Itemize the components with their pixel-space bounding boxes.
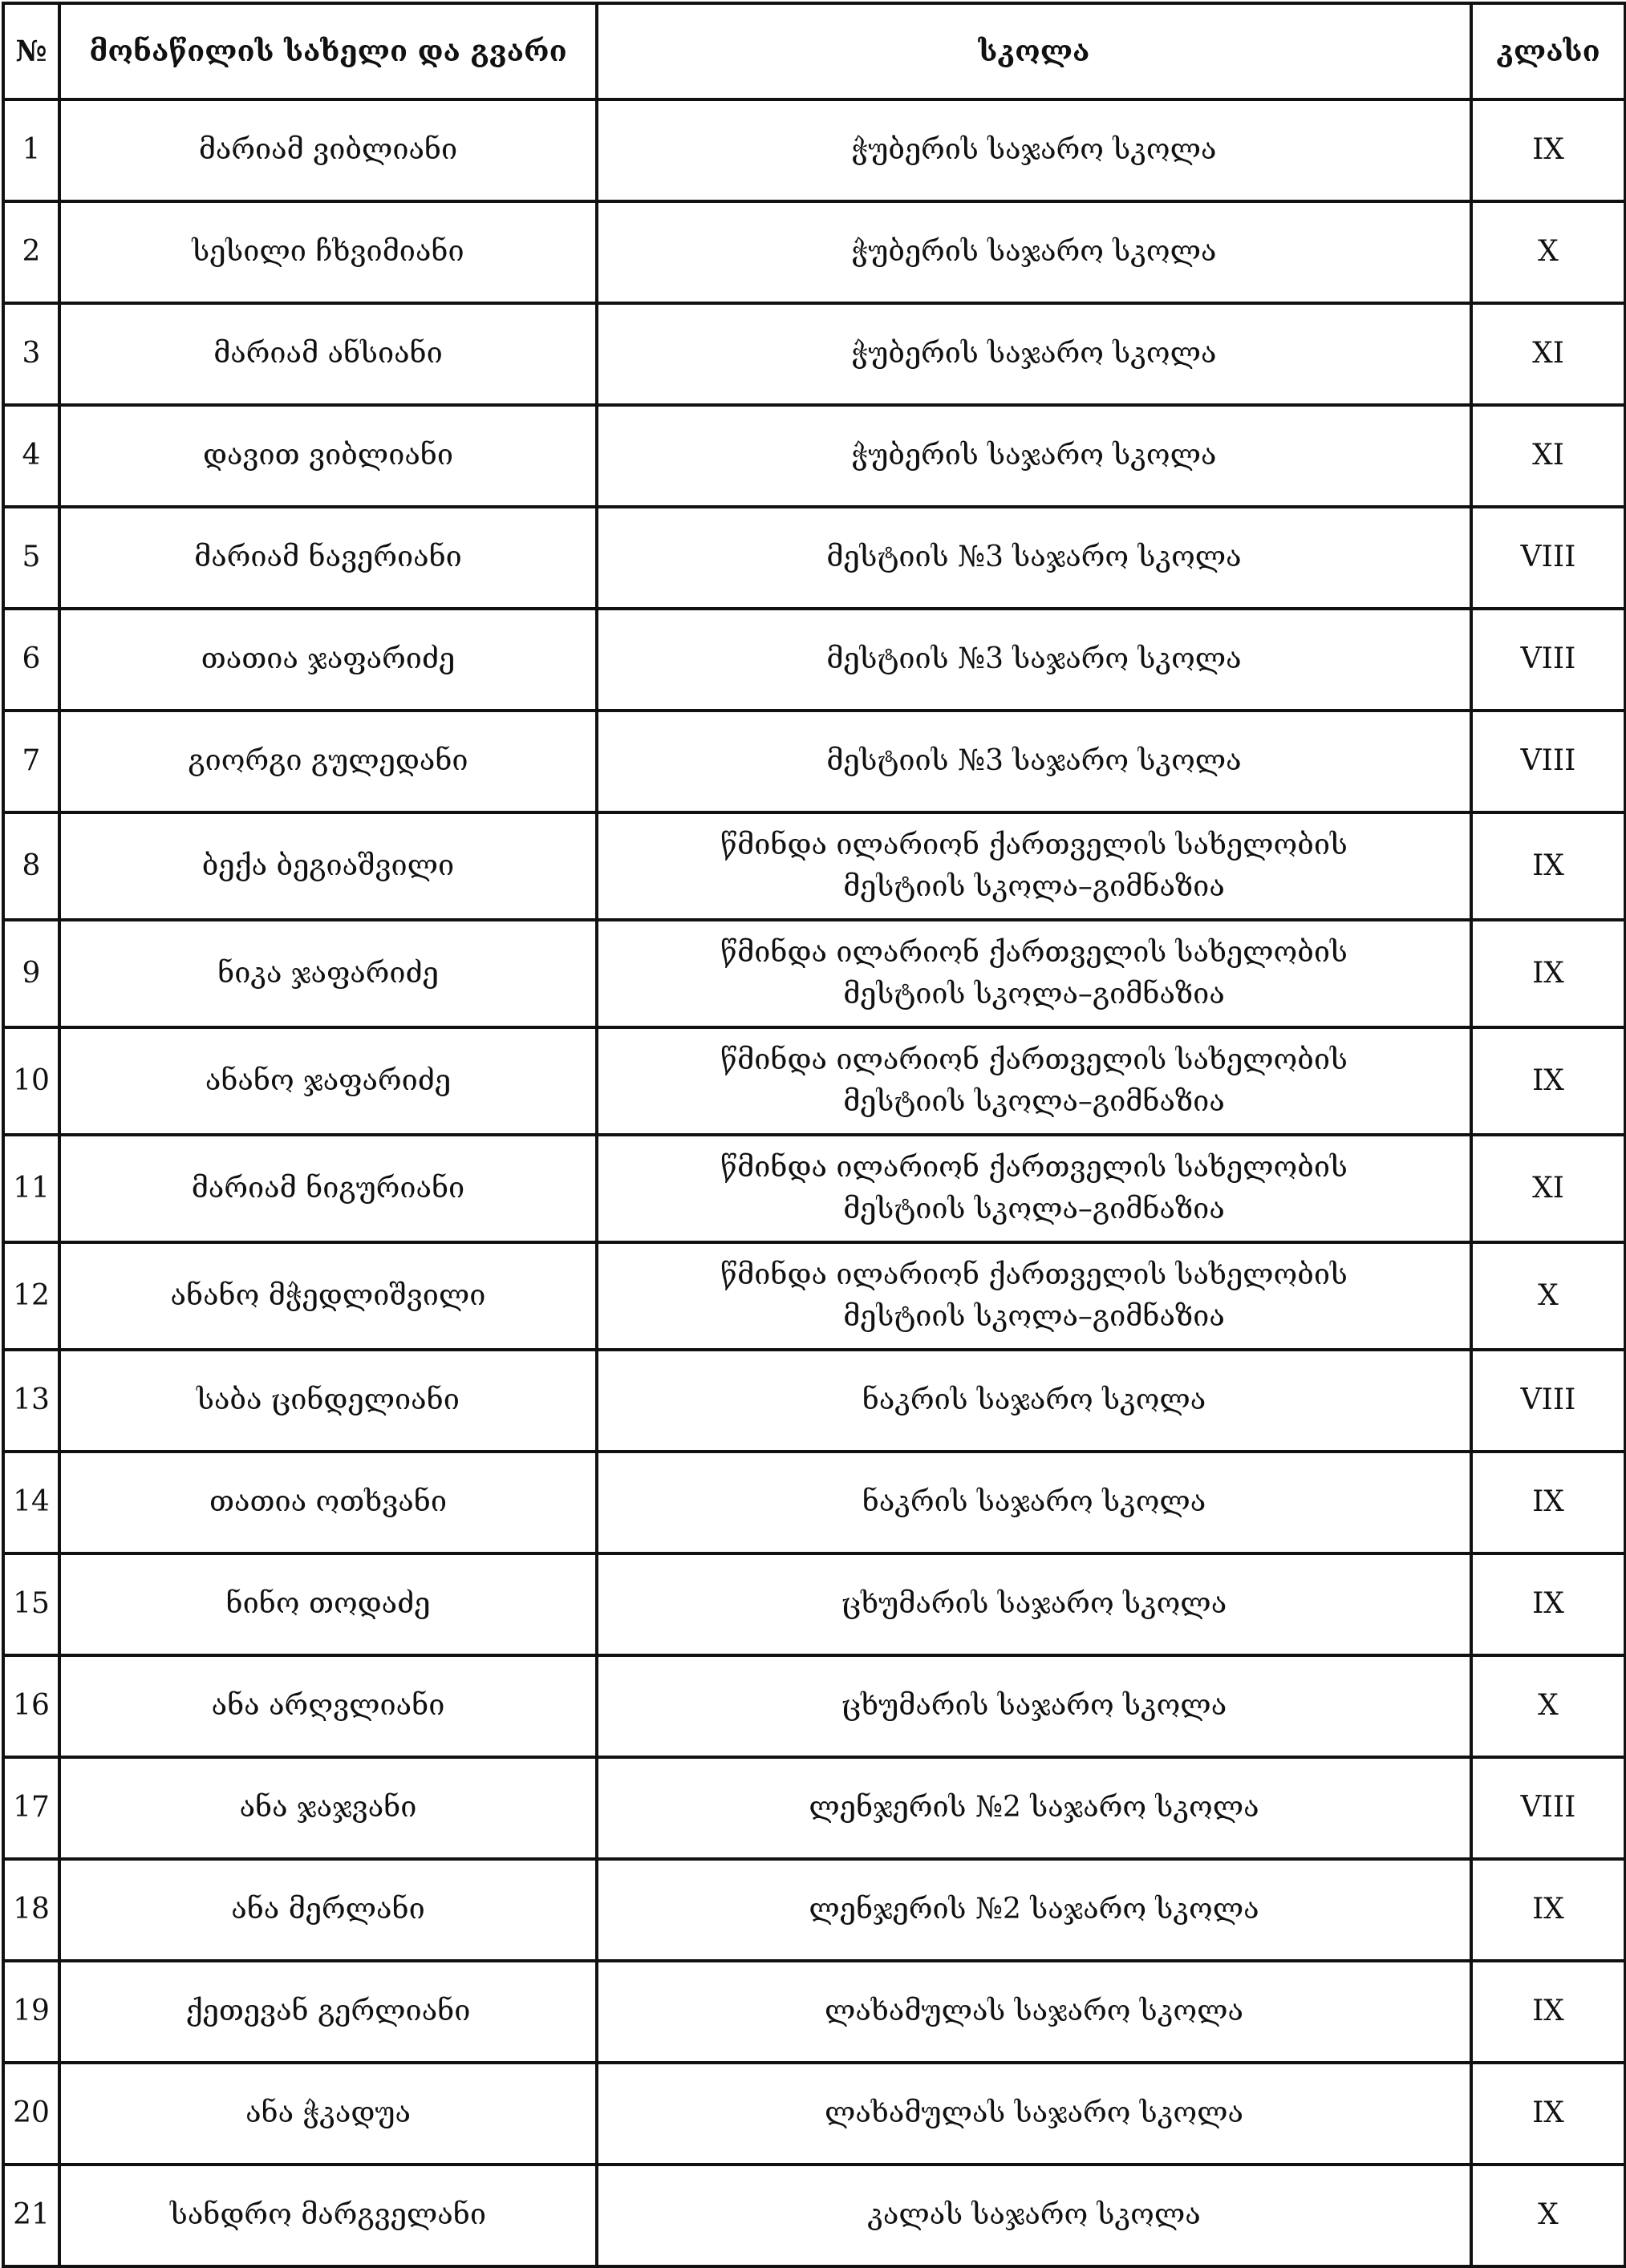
school-name-line: ლახამულას საჯარო სკოლა: [825, 1995, 1243, 2028]
table-row: [3, 1135, 1625, 1242]
participant-name: სესილი ჩხვიმიანი: [59, 201, 597, 303]
school-name-line: კალას საჯარო სკოლა: [867, 2198, 1201, 2232]
school-name: [597, 1452, 1471, 1553]
class-grade: IX: [1471, 1859, 1625, 1961]
class-grade: IX: [1471, 920, 1625, 1027]
participant-name: სანდრო მარგველანი: [59, 2165, 597, 2266]
table-row: [3, 1859, 1625, 1961]
table-row: [3, 303, 1625, 405]
school-name: [597, 2063, 1471, 2165]
school-name: [597, 1757, 1471, 1859]
class-grade: X: [1471, 201, 1625, 303]
class-grade: X: [1471, 1655, 1625, 1757]
row-number: 16: [3, 1655, 59, 1757]
row-number: 8: [3, 812, 59, 920]
row-number: 15: [3, 1553, 59, 1655]
school-name-line: ლახამულას საჯარო სკოლა: [825, 2096, 1243, 2130]
class-grade: IX: [1471, 1961, 1625, 2063]
class-grade: XI: [1471, 1135, 1625, 1242]
participant-name: ბექა ბეგიაშვილი: [59, 812, 597, 920]
row-number: 21: [3, 2165, 59, 2266]
table-row: [3, 2063, 1625, 2165]
table-row: [3, 201, 1625, 303]
school-name: [597, 1242, 1471, 1350]
table-row: [3, 711, 1625, 812]
participant-name: ქეთევან გერლიანი: [59, 1961, 597, 2063]
participant-name: ანანო ჯაფარიძე: [59, 1027, 597, 1135]
school-name: [597, 812, 1471, 920]
school-name: [597, 1135, 1471, 1242]
school-name-line: ჭუბერის საჯარო სკოლა: [851, 133, 1217, 167]
row-number: 18: [3, 1859, 59, 1961]
school-name: [597, 1553, 1471, 1655]
row-number: 13: [3, 1350, 59, 1452]
class-grade: VIII: [1471, 1757, 1625, 1859]
school-name: [597, 1655, 1471, 1757]
school-name-line: ჭუბერის საჯარო სკოლა: [851, 439, 1217, 472]
school-name-line: მესტიის სკოლა–გიმნაზია: [843, 1085, 1225, 1118]
table-row: [3, 1961, 1625, 2063]
class-grade: XI: [1471, 405, 1625, 507]
school-name-line: წმინდა ილარიონ ქართველის სახელობის: [720, 935, 1348, 969]
participant-name: ანანო მჭედლიშვილი: [59, 1242, 597, 1350]
table-row: [3, 405, 1625, 507]
row-number: 14: [3, 1452, 59, 1553]
table-row: [3, 2165, 1625, 2266]
table-row: [3, 1452, 1625, 1553]
participants-table: [2, 2, 1626, 2268]
school-name: [597, 1027, 1471, 1135]
participant-name: ნიკა ჯაფარიძე: [59, 920, 597, 1027]
class-grade: VIII: [1471, 1350, 1625, 1452]
school-name-line: მესტიის №3 საჯარო სკოლა: [826, 744, 1242, 778]
class-grade: IX: [1471, 812, 1625, 920]
participant-name: დავით ვიბლიანი: [59, 405, 597, 507]
participant-name: ანა მერლანი: [59, 1859, 597, 1961]
participant-name: გიორგი გულედანი: [59, 711, 597, 812]
school-name: [597, 1961, 1471, 2063]
school-name-line: მესტიის სკოლა–გიმნაზია: [843, 1300, 1225, 1333]
row-number: 20: [3, 2063, 59, 2165]
school-name-line: ცხუმარის საჯარო სკოლა: [841, 1587, 1227, 1621]
class-grade: X: [1471, 1242, 1625, 1350]
table-row: [3, 812, 1625, 920]
school-name-line: ნაკრის საჯარო სკოლა: [862, 1485, 1206, 1519]
school-name-line: წმინდა ილარიონ ქართველის სახელობის: [720, 828, 1348, 861]
class-grade: VIII: [1471, 507, 1625, 609]
row-number: 5: [3, 507, 59, 609]
class-grade: X: [1471, 2165, 1625, 2266]
header-school: სკოლა: [597, 3, 1471, 99]
school-name: [597, 1859, 1471, 1961]
school-name-line: ცხუმარის საჯარო სკოლა: [841, 1689, 1227, 1723]
row-number: 12: [3, 1242, 59, 1350]
class-grade: IX: [1471, 2063, 1625, 2165]
header-number: №: [3, 3, 59, 99]
school-name: [597, 2165, 1471, 2266]
table-row: [3, 1350, 1625, 1452]
school-name: [597, 920, 1471, 1027]
participant-name: თათია ჯაფარიძე: [59, 609, 597, 711]
participant-name: მარიამ ანსიანი: [59, 303, 597, 405]
school-name-line: წმინდა ილარიონ ქართველის სახელობის: [720, 1043, 1348, 1076]
participant-name: ანა არღვლიანი: [59, 1655, 597, 1757]
row-number: 11: [3, 1135, 59, 1242]
school-name-line: ნაკრის საჯარო სკოლა: [862, 1383, 1206, 1417]
class-grade: IX: [1471, 99, 1625, 201]
participant-name: მარიამ ნავერიანი: [59, 507, 597, 609]
school-name: [597, 1350, 1471, 1452]
row-number: 6: [3, 609, 59, 711]
school-name-line: მესტიის №3 საჯარო სკოლა: [826, 541, 1242, 574]
table-row: [3, 99, 1625, 201]
header-name: მონაწილის სახელი და გვარი: [59, 3, 597, 99]
class-grade: IX: [1471, 1553, 1625, 1655]
school-name: [597, 99, 1471, 201]
class-grade: VIII: [1471, 609, 1625, 711]
school-name: [597, 609, 1471, 711]
school-name-line: მესტიის სკოლა–გიმნაზია: [843, 870, 1225, 903]
class-grade: XI: [1471, 303, 1625, 405]
participant-name: თათია ოთხვანი: [59, 1452, 597, 1553]
school-name-line: ლენჯერის №2 საჯარო სკოლა: [809, 1893, 1259, 1926]
school-name: [597, 507, 1471, 609]
participant-name: ანა ჯაჯვანი: [59, 1757, 597, 1859]
table-row: [3, 609, 1625, 711]
table-row: [3, 1553, 1625, 1655]
table-row: [3, 1242, 1625, 1350]
table-row: [3, 507, 1625, 609]
row-number: 17: [3, 1757, 59, 1859]
header-class: კლასი: [1471, 3, 1625, 99]
table-body: [3, 99, 1625, 2266]
school-name-line: ლენჯერის №2 საჯარო სკოლა: [809, 1791, 1259, 1825]
table-row: [3, 1655, 1625, 1757]
table-header-row: [3, 3, 1625, 99]
table-row: [3, 1027, 1625, 1135]
school-name: [597, 711, 1471, 812]
participant-name: საბა ცინდელიანი: [59, 1350, 597, 1452]
participant-name: ნინო თოდაძე: [59, 1553, 597, 1655]
participant-name: ანა ჭკადუა: [59, 2063, 597, 2165]
table-row: [3, 1757, 1625, 1859]
participant-name: მარიამ ნიგურიანი: [59, 1135, 597, 1242]
row-number: 7: [3, 711, 59, 812]
class-grade: VIII: [1471, 711, 1625, 812]
row-number: 19: [3, 1961, 59, 2063]
school-name: [597, 303, 1471, 405]
school-name: [597, 201, 1471, 303]
school-name-line: ჭუბერის საჯარო სკოლა: [851, 337, 1217, 371]
school-name-line: მესტიის სკოლა–გიმნაზია: [843, 1193, 1225, 1225]
school-name-line: წმინდა ილარიონ ქართველის სახელობის: [720, 1150, 1348, 1184]
school-name-line: წმინდა ილარიონ ქართველის სახელობის: [720, 1258, 1348, 1291]
school-name-line: მესტიის №3 საჯარო სკოლა: [826, 642, 1242, 676]
participant-name: მარიამ ვიბლიანი: [59, 99, 597, 201]
table-row: [3, 920, 1625, 1027]
school-name-line: მესტიის სკოლა–გიმნაზია: [843, 978, 1225, 1010]
row-number: 9: [3, 920, 59, 1027]
row-number: 10: [3, 1027, 59, 1135]
class-grade: IX: [1471, 1452, 1625, 1553]
row-number: 4: [3, 405, 59, 507]
row-number: 1: [3, 99, 59, 201]
school-name: [597, 405, 1471, 507]
class-grade: IX: [1471, 1027, 1625, 1135]
row-number: 2: [3, 201, 59, 303]
school-name-line: ჭუბერის საჯარო სკოლა: [851, 235, 1217, 269]
row-number: 3: [3, 303, 59, 405]
